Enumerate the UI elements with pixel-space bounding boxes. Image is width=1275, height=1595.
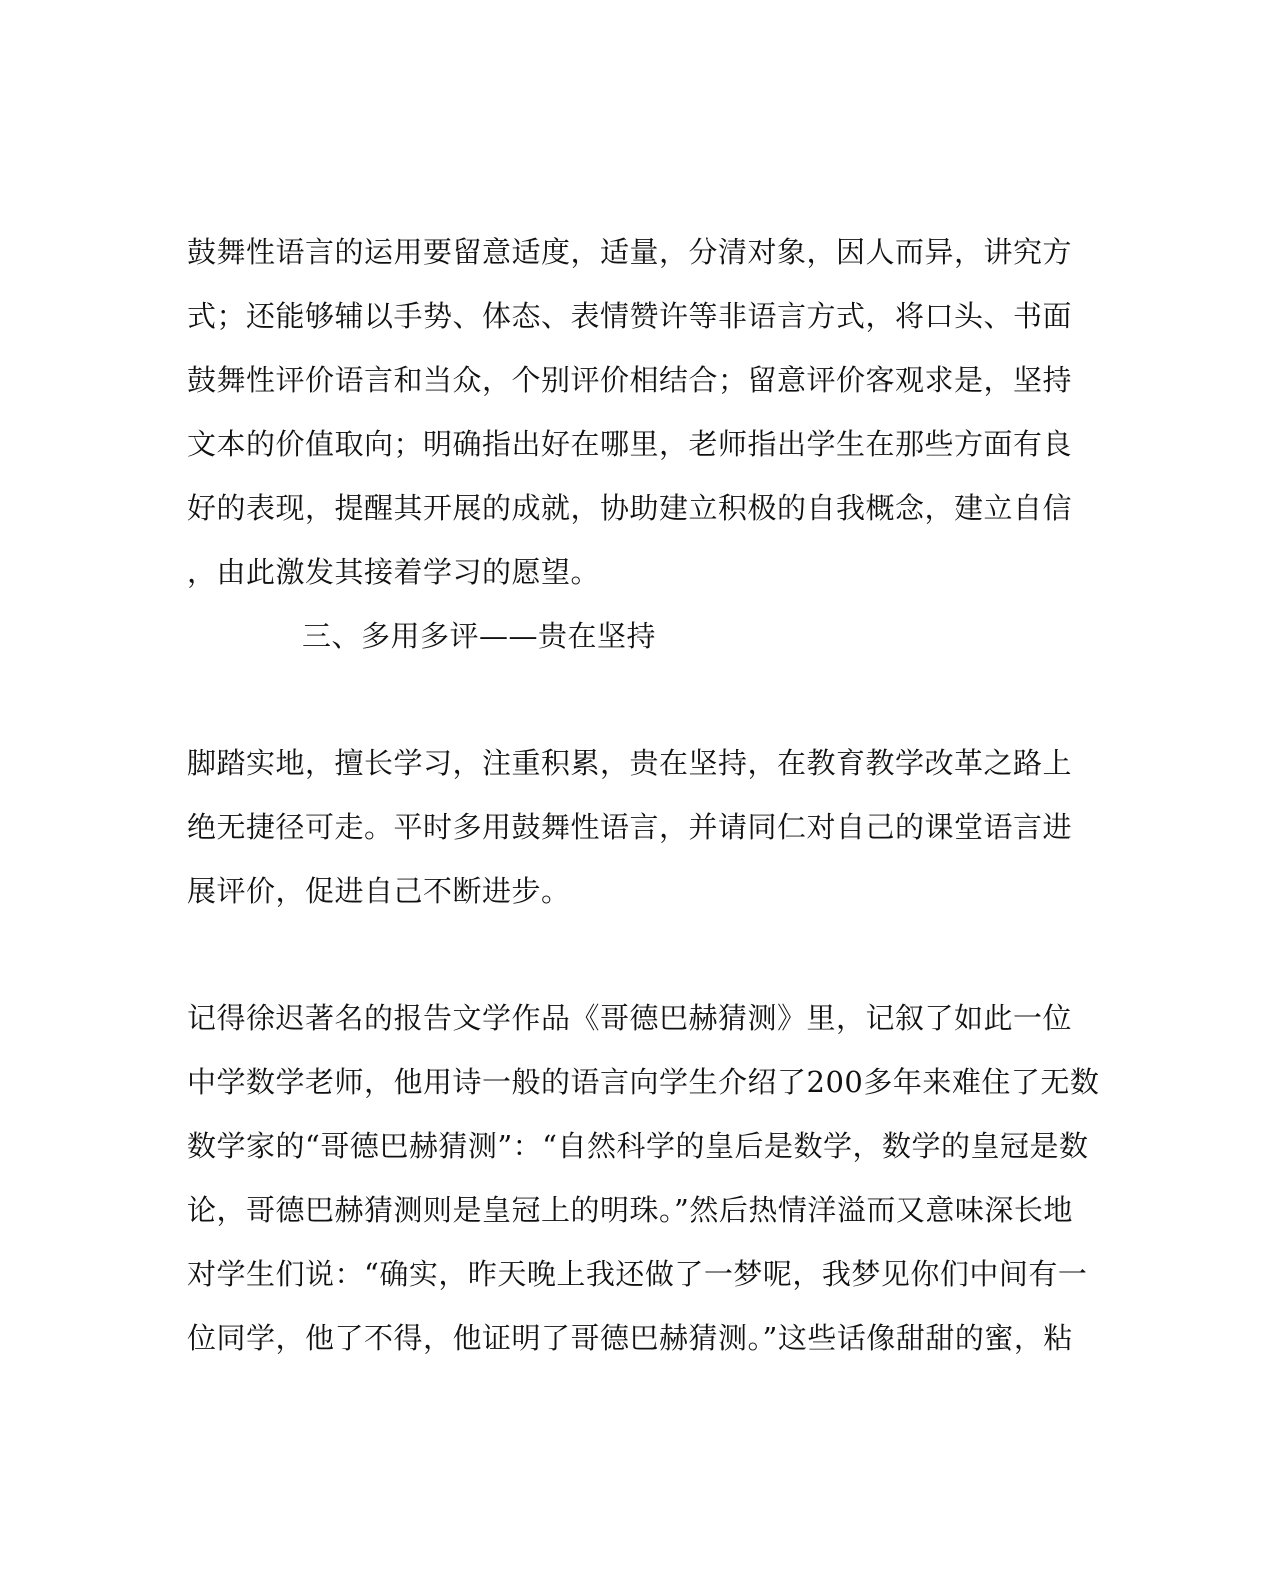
paragraph-line: 中学数学老师，他用诗一般的语言向学生介绍了200多年来难住了无数 xyxy=(187,1065,1100,1099)
paragraph-line: 文本的价值取向；明确指出好在哪里，老师指出学生在那些方面有良 xyxy=(187,427,1073,461)
paragraph-line: 式；还能够辅以手势、体态、表情赞许等非语言方式，将口头、书面 xyxy=(187,299,1073,333)
paragraph-line: 绝无捷径可走。平时多用鼓舞性语言，并请同仁对自己的课堂语言进 xyxy=(187,810,1073,844)
paragraph-line: 脚踏实地，擅长学习，注重积累，贵在坚持，在教育教学改革之路上 xyxy=(187,746,1073,780)
paragraph-line: 对学生们说：“确实，昨天晚上我还做了一梦呢，我梦见你们中间有一 xyxy=(187,1257,1088,1291)
paragraph-line: 数学家的“哥德巴赫猜测”：“自然科学的皇后是数学，数学的皇冠是数 xyxy=(187,1129,1089,1163)
paragraph-line: 鼓舞性评价语言和当众，个别评价相结合；留意评价客观求是，坚持 xyxy=(187,363,1073,397)
paragraph-line: 论，哥德巴赫猜测则是皇冠上的明珠。”然后热情洋溢而又意味深长地 xyxy=(187,1193,1073,1227)
section-heading: 三、多用多评——贵在坚持 xyxy=(302,619,657,653)
paragraph-line: 记得徐迟著名的报告文学作品《哥德巴赫猜测》里，记叙了如此一位 xyxy=(187,1001,1073,1035)
paragraph-line: 好的表现，提醒其开展的成就，协助建立积极的自我概念，建立自信 xyxy=(187,491,1073,525)
paragraph-line: ，由此激发其接着学习的愿望。 xyxy=(187,555,601,589)
paragraph-line: 位同学，他了不得，他证明了哥德巴赫猜测。”这些话像甜甜的蜜，粘 xyxy=(187,1321,1073,1355)
paragraph-line: 展评价，促进自己不断进步。 xyxy=(187,874,571,908)
paragraph-line: 鼓舞性语言的运用要留意适度，适量，分清对象，因人而异，讲究方 xyxy=(187,235,1073,269)
